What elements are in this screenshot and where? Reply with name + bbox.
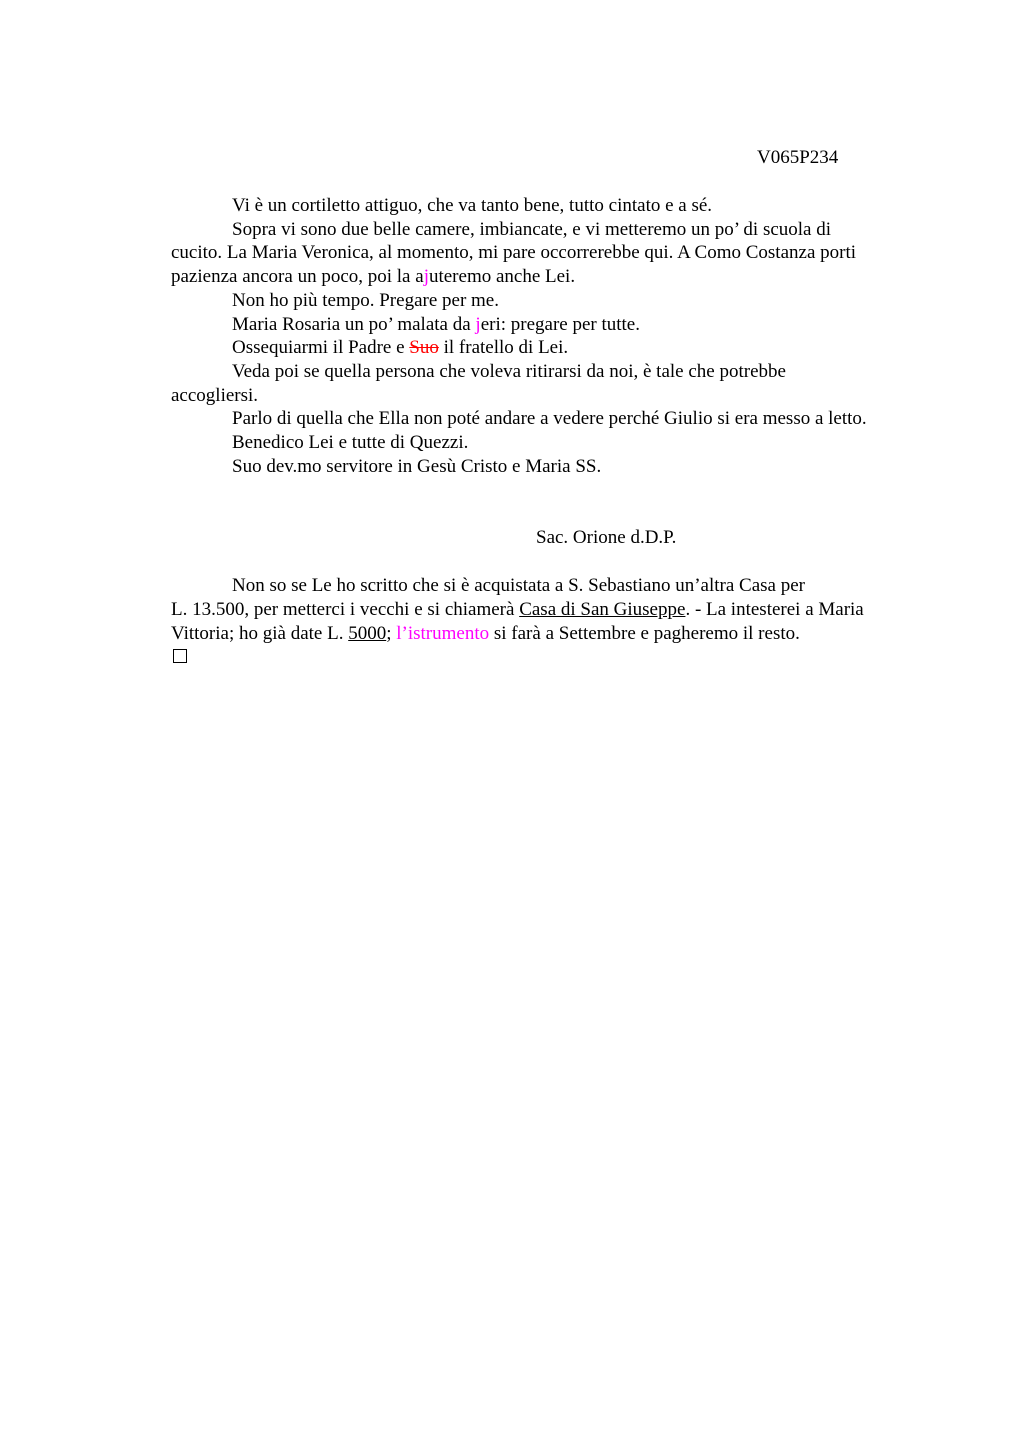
checkbox-icon bbox=[173, 649, 187, 663]
paragraph-cortiletto: Vi è un cortiletto attiguo, che va tanto bene, tutto cintato e a sé. bbox=[232, 195, 713, 216]
paragraph-ossequi bbox=[171, 336, 931, 360]
correction-word: l’istrumento bbox=[396, 623, 490, 644]
paragraph-camere-line-3 bbox=[171, 265, 931, 289]
paragraph-persona-line-1: Veda poi se quella persona che voleva ritirarsi da noi, è tale che potrebbe bbox=[232, 360, 786, 382]
signature: Sac. Orione d.D.P. bbox=[536, 527, 677, 548]
underlined-text: Casa di San Giuseppe bbox=[519, 599, 686, 620]
paragraph-persona-line-2: accogliersi. bbox=[171, 384, 259, 406]
text-segment: il fratello di Lei. bbox=[438, 337, 569, 359]
paragraph-tempo: Non ho più tempo. Pregare per me. bbox=[232, 289, 499, 311]
paragraph-giulio: Parlo di quella che Ella non poté andare a vedere perché Giulio si era messo a letto. bbox=[232, 408, 867, 430]
correction-mark: j bbox=[475, 313, 481, 335]
text-segment: eri: pregare per tutte. bbox=[480, 313, 640, 335]
text-segment: uteremo anche Lei. bbox=[428, 266, 576, 288]
postscript-line-3 bbox=[171, 622, 931, 646]
text-segment: ; bbox=[386, 623, 397, 644]
text-segment: Ossequiarmi il Padre e bbox=[232, 337, 410, 359]
letter-body bbox=[171, 194, 931, 478]
text-segment: Maria Rosaria un po’ malata da bbox=[232, 313, 476, 335]
correction-mark: j bbox=[423, 266, 429, 288]
paragraph-maria-rosaria bbox=[171, 313, 931, 337]
text-segment: si farà a Settembre e pagheremo il resto. bbox=[489, 623, 800, 644]
postscript-line-2 bbox=[171, 598, 931, 622]
postscript-line-1: Non so se Le ho scritto che si è acquistata a S. Sebastiano un’altra Casa per bbox=[232, 575, 805, 596]
paragraph-benedico: Benedico Lei e tutte di Quezzi. bbox=[232, 432, 469, 454]
postscript bbox=[171, 574, 931, 646]
paragraph-closing: Suo dev.mo servitore in Gesù Cristo e Maria SS. bbox=[232, 455, 602, 477]
deleted-word: Suo bbox=[409, 337, 439, 359]
underlined-amount: 5000 bbox=[348, 623, 387, 644]
text-segment: pazienza ancora un poco, poi la a bbox=[171, 266, 424, 288]
text-segment: Vittoria; ho già date L. bbox=[171, 623, 349, 644]
page-id: V065P234 bbox=[757, 147, 839, 168]
paragraph-camere-line-2: cucito. La Maria Veronica, al momento, mi pare occorrerebbe qui. A Como Costanza porti bbox=[171, 242, 857, 264]
text-segment: . - La intesterei a Maria bbox=[685, 599, 864, 620]
paragraph-camere-line-1: Sopra vi sono due belle camere, imbiancate, e vi metteremo un po’ di scuola di bbox=[232, 218, 832, 240]
text-segment: L. 13.500, per metterci i vecchi e si chiamerà bbox=[171, 599, 520, 620]
